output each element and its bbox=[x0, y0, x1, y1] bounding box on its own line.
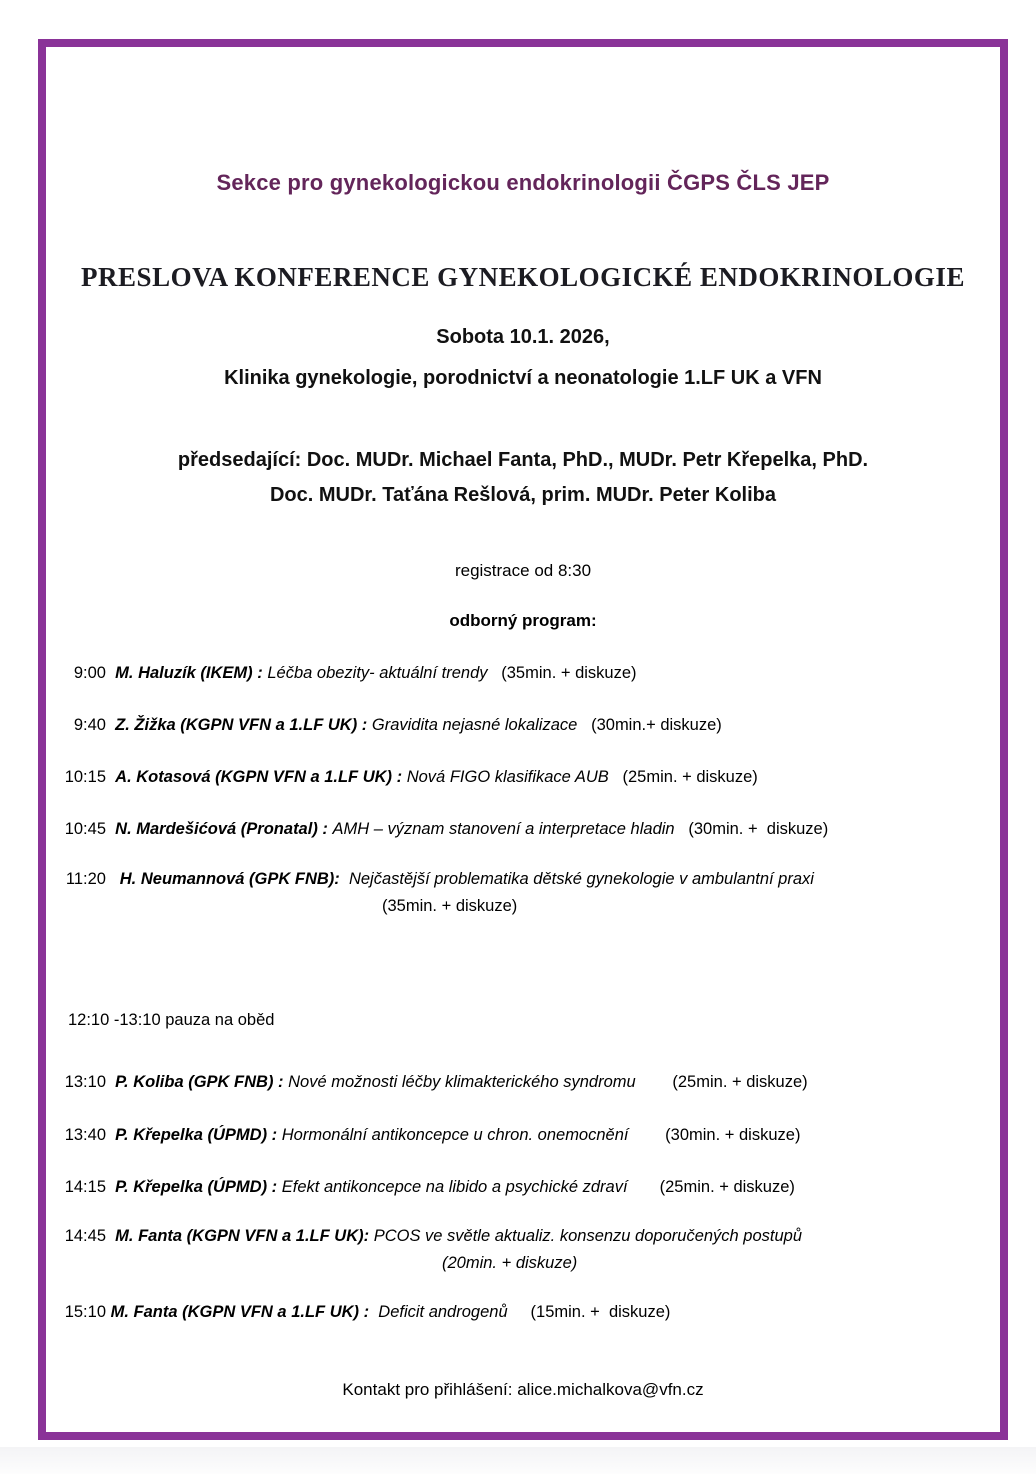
talk-time-gap bbox=[106, 1073, 115, 1091]
contact-info: Kontakt pro přihlášení: alice.michalkova@vfn.cz bbox=[342, 1380, 704, 1399]
talk-time: 10:45 bbox=[64, 820, 106, 838]
schedule-row bbox=[46, 869, 1000, 890]
talk-title-gap bbox=[340, 870, 349, 888]
talk-time: 15:10 bbox=[64, 1303, 106, 1321]
conference-venue: Klinika gynekologie, porodnictví a neonatologie 1.LF UK a VFN bbox=[224, 367, 822, 389]
talk-time-gap bbox=[106, 870, 120, 888]
chairs-line-1: předsedající: Doc. MUDr. Michael Fanta, PhD., MUDr. Petr Křepelka, PhD. bbox=[177, 449, 869, 471]
talk-time-gap bbox=[106, 768, 115, 786]
talk-duration-gap bbox=[628, 1178, 660, 1196]
talk-speaker: Z. Žižka (KGPN VFN a 1.LF UK) : bbox=[115, 716, 368, 734]
talk-speaker: A. Kotasová (KGPN VFN a 1.LF UK) : bbox=[115, 768, 403, 786]
lunch-break: 12:10 -13:10 pauza na oběd bbox=[68, 1011, 275, 1029]
talk-time-gap bbox=[106, 820, 115, 838]
talk-title-gap bbox=[369, 1303, 378, 1321]
talk-duration-gap bbox=[577, 716, 591, 734]
talk-speaker: P. Křepelka (ÚPMD) : bbox=[115, 1178, 278, 1196]
talk-duration-gap bbox=[508, 1303, 531, 1321]
talk-duration-gap bbox=[628, 1126, 665, 1144]
document-border bbox=[38, 39, 1008, 1440]
talk-title: Deficit androgenů bbox=[378, 1303, 508, 1321]
talk-duration: (25min. + diskuze) bbox=[622, 768, 758, 786]
talk-time: 13:40 bbox=[64, 1126, 106, 1144]
talk-speaker: M. Fanta (KGPN VFN a 1.LF UK): bbox=[115, 1227, 370, 1245]
talk-time-gap bbox=[106, 1126, 115, 1144]
talk-title: Nejčastější problematika dětské gynekologie v ambulantní praxi bbox=[348, 870, 814, 888]
talk-duration-line2: (20min. + diskuze) bbox=[442, 1254, 578, 1272]
talk-time-gap bbox=[106, 1227, 115, 1245]
schedule-row bbox=[46, 819, 1000, 840]
talk-speaker: P. Koliba (GPK FNB) : bbox=[115, 1073, 284, 1091]
talk-time: 10:15 bbox=[64, 768, 106, 786]
talk-duration-gap bbox=[609, 768, 623, 786]
talk-title: Nová FIGO klasifikace AUB bbox=[406, 768, 609, 786]
talk-duration-gap bbox=[675, 820, 689, 838]
talk-speaker: M. Fanta (KGPN VFN a 1.LF UK) : bbox=[110, 1303, 370, 1321]
talk-speaker: M. Haluzík (IKEM) : bbox=[115, 664, 263, 682]
talk-time: 14:45 bbox=[64, 1227, 106, 1245]
talk-title: PCOS ve světle aktualiz. konsenzu doporučených postupů bbox=[373, 1227, 803, 1245]
schedule-row bbox=[46, 1302, 1000, 1323]
talk-speaker: P. Křepelka (ÚPMD) : bbox=[115, 1126, 278, 1144]
talk-title: Gravidita nejasné lokalizace bbox=[371, 716, 578, 734]
talk-time: 13:10 bbox=[64, 1073, 106, 1091]
talk-time-gap bbox=[106, 664, 115, 682]
talk-duration: (30min. + diskuze) bbox=[688, 820, 829, 838]
schedule-row bbox=[46, 663, 1000, 684]
talk-time: 9:40 bbox=[73, 716, 106, 734]
talk-duration-gap bbox=[488, 664, 502, 682]
talk-title: AMH – význam stanovení a interpretace hladin bbox=[332, 820, 675, 838]
talk-duration: (25min. + diskuze) bbox=[659, 1178, 795, 1196]
schedule-row bbox=[46, 1177, 1000, 1198]
talk-duration-line2: (35min. + diskuze) bbox=[382, 897, 518, 915]
talk-title: Efekt antikoncepce na libido a psychické zdraví bbox=[281, 1178, 628, 1196]
registration-info: registrace od 8:30 bbox=[454, 561, 592, 580]
schedule-row bbox=[46, 767, 1000, 788]
talk-title: Hormonální antikoncepce u chron. onemocnění bbox=[281, 1126, 629, 1144]
schedule-row bbox=[46, 1072, 1000, 1093]
talk-time: 9:00 bbox=[73, 664, 106, 682]
talk-title: Nové možnosti léčby klimakterického syndromu bbox=[288, 1073, 636, 1091]
talk-time: 11:20 bbox=[65, 870, 106, 888]
talk-title: Léčba obezity- aktuální trendy bbox=[267, 664, 488, 682]
conference-date: Sobota 10.1. 2026, bbox=[436, 326, 610, 348]
talk-duration: (25min. + diskuze) bbox=[672, 1073, 808, 1091]
talk-duration: (30min.+ diskuze) bbox=[591, 716, 722, 734]
talk-duration: (30min. + diskuze) bbox=[665, 1126, 801, 1144]
page-end-strip bbox=[0, 1447, 1036, 1474]
schedule-row bbox=[46, 715, 1000, 736]
talk-time-gap bbox=[106, 1178, 115, 1196]
schedule-row bbox=[46, 1226, 1000, 1247]
talk-duration: (15min. + diskuze) bbox=[530, 1303, 671, 1321]
conference-title: PRESLOVA KONFERENCE GYNEKOLOGICKÉ ENDOKRINOLOGIE bbox=[81, 262, 965, 292]
section-title: Sekce pro gynekologickou endokrinologii ČGPS ČLS JEP bbox=[216, 170, 830, 195]
program-label: odborný program: bbox=[449, 611, 597, 630]
schedule-row bbox=[46, 1125, 1000, 1146]
talk-time-gap bbox=[106, 716, 115, 734]
talk-duration-gap bbox=[636, 1073, 673, 1091]
talk-time: 14:15 bbox=[64, 1178, 106, 1196]
chairs-line-2: Doc. MUDr. Taťána Rešlová, prim. MUDr. Peter Koliba bbox=[269, 484, 776, 506]
talk-speaker: N. Mardešićová (Pronatal) : bbox=[115, 820, 328, 838]
chairs-block bbox=[46, 443, 1000, 513]
talk-duration: (35min. + diskuze) bbox=[501, 664, 637, 682]
talk-speaker: H. Neumannová (GPK FNB): bbox=[119, 870, 340, 888]
